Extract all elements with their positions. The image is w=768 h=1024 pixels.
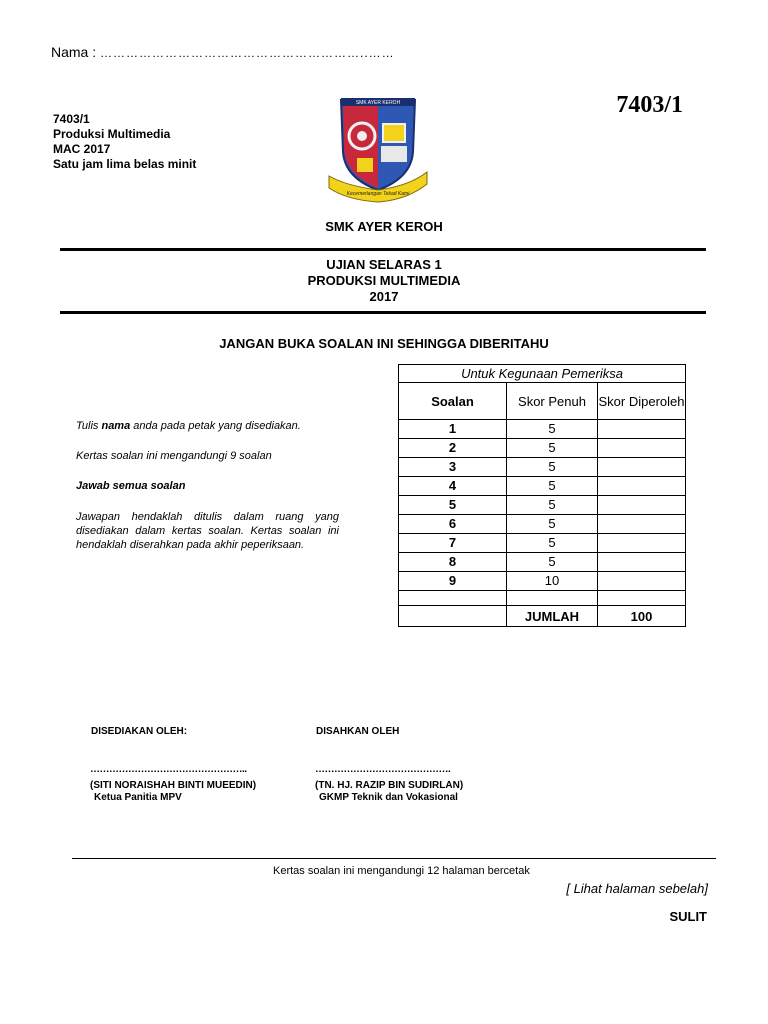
blank-cell [399,591,507,606]
table-row [399,534,686,553]
exam-title [0,257,768,305]
row-question: 4 [399,477,507,496]
row-obtained-score[interactable] [598,458,686,477]
row-question: 8 [399,553,507,572]
row-question: 5 [399,496,507,515]
table-row [399,515,686,534]
paper-meta [53,112,196,172]
total-spacer [399,606,507,627]
row-obtained-score[interactable] [598,420,686,439]
exam-line-3: 2017 [369,289,399,304]
logo-top-text: SMK AYER KEROH [355,100,401,106]
warning-text: JANGAN BUKA SOALAN INI SEHINGGA DIBERITAHU [219,336,549,351]
table-total-row [399,606,686,627]
blank-cell [598,591,686,606]
score-table [398,364,686,627]
row-full-score: 5 [507,477,598,496]
table-row [399,572,686,591]
sulit-label: SULIT [669,909,707,924]
instruction-count: Kertas soalan ini mengandungi 9 soalan [76,450,272,462]
row-full-score: 5 [507,496,598,515]
instruction-answer-all: Jawab semua soalan [76,480,186,492]
col-penuh-header: Skor Penuh [507,383,598,420]
table-row [399,553,686,572]
blank-cell [507,591,598,606]
row-question: 1 [399,420,507,439]
table-row [399,496,686,515]
row-obtained-score[interactable] [598,515,686,534]
prepared-by-signature-line: ………………………………………….. [90,764,247,775]
approved-by-signature-line: ……………………………………. [315,764,451,775]
table-row [399,458,686,477]
row-obtained-score[interactable] [598,534,686,553]
row-full-score: 5 [507,553,598,572]
school-name: SMK AYER KEROH [325,219,443,234]
row-full-score: 5 [507,420,598,439]
row-full-score: 10 [507,572,598,591]
row-full-score: 5 [507,458,598,477]
table-row [399,439,686,458]
instruction-name [76,419,339,433]
meta-date: MAC 2017 [53,142,111,156]
instruction-name-post: anda pada petak yang disediakan. [130,420,301,432]
instruction-name-pre: Tulis [76,420,102,432]
meta-subject: Produksi Multimedia [53,127,171,141]
total-label: JUMLAH [507,606,598,627]
bottom-rule [60,311,706,314]
row-obtained-score[interactable] [598,553,686,572]
meta-code: 7403/1 [53,112,90,126]
school-crest-logo [327,92,429,204]
row-obtained-score[interactable] [598,439,686,458]
col-diperoleh-header: Skor Diperoleh [598,383,686,420]
approved-by-role: GKMP Teknik dan Vokasional [319,792,458,803]
row-question: 6 [399,515,507,534]
row-full-score: 5 [507,534,598,553]
prepared-by-name: (SITI NORAISHAH BINTI MUEEDIN) [90,780,257,791]
approved-by-name: (TN. HJ. RAZIP BIN SUDIRLAN) [315,780,464,791]
instruction-name-bold: nama [101,420,131,432]
row-full-score: 5 [507,439,598,458]
table-row-blank [399,591,686,606]
name-label: Nama : [51,44,97,60]
total-value: 100 [598,606,686,627]
score-table-caption: Untuk Kegunaan Pemeriksa [399,365,686,383]
row-question: 9 [399,572,507,591]
next-page-note: [ Lihat halaman sebelah] [566,881,708,896]
approved-by-label: DISAHKAN OLEH [316,726,400,737]
prepared-by-label: DISEDIAKAN OLEH: [91,726,188,737]
top-rule [60,248,706,251]
table-row [399,477,686,496]
row-question: 2 [399,439,507,458]
col-soalan-header: Soalan [399,383,507,420]
approved-by-block [315,780,463,804]
row-obtained-score[interactable] [598,477,686,496]
name-line [51,44,395,60]
instruction-answer-space: Jawapan hendaklah ditulis dalam ruang yang disediakan dalam kertas soalan. Kertas soalan ini hendaklah diserahkan pada akhir peperiksaan. [76,511,339,551]
prepared-by-role: Ketua Panitia MPV [94,792,182,803]
page-count-text: Kertas soalan ini mengandungi 12 halaman bercetak [273,865,530,877]
row-question: 7 [399,534,507,553]
row-full-score: 5 [507,515,598,534]
footer-rule [72,858,716,859]
paper-code: 7403/1 [616,92,683,118]
logo-ribbon-text: Kecemerlangan Tekad Kami [346,191,410,197]
meta-duration: Satu jam lima belas minit [53,157,197,171]
exam-line-2: PRODUKSI MULTIMEDIA [307,273,461,288]
table-row [399,420,686,439]
prepared-by-block [90,780,256,804]
exam-line-1: UJIAN SELARAS 1 [326,257,442,272]
name-fill-dots: ……………………………………………………..…… [100,46,395,60]
row-obtained-score[interactable] [598,496,686,515]
row-obtained-score[interactable] [598,572,686,591]
row-question: 3 [399,458,507,477]
